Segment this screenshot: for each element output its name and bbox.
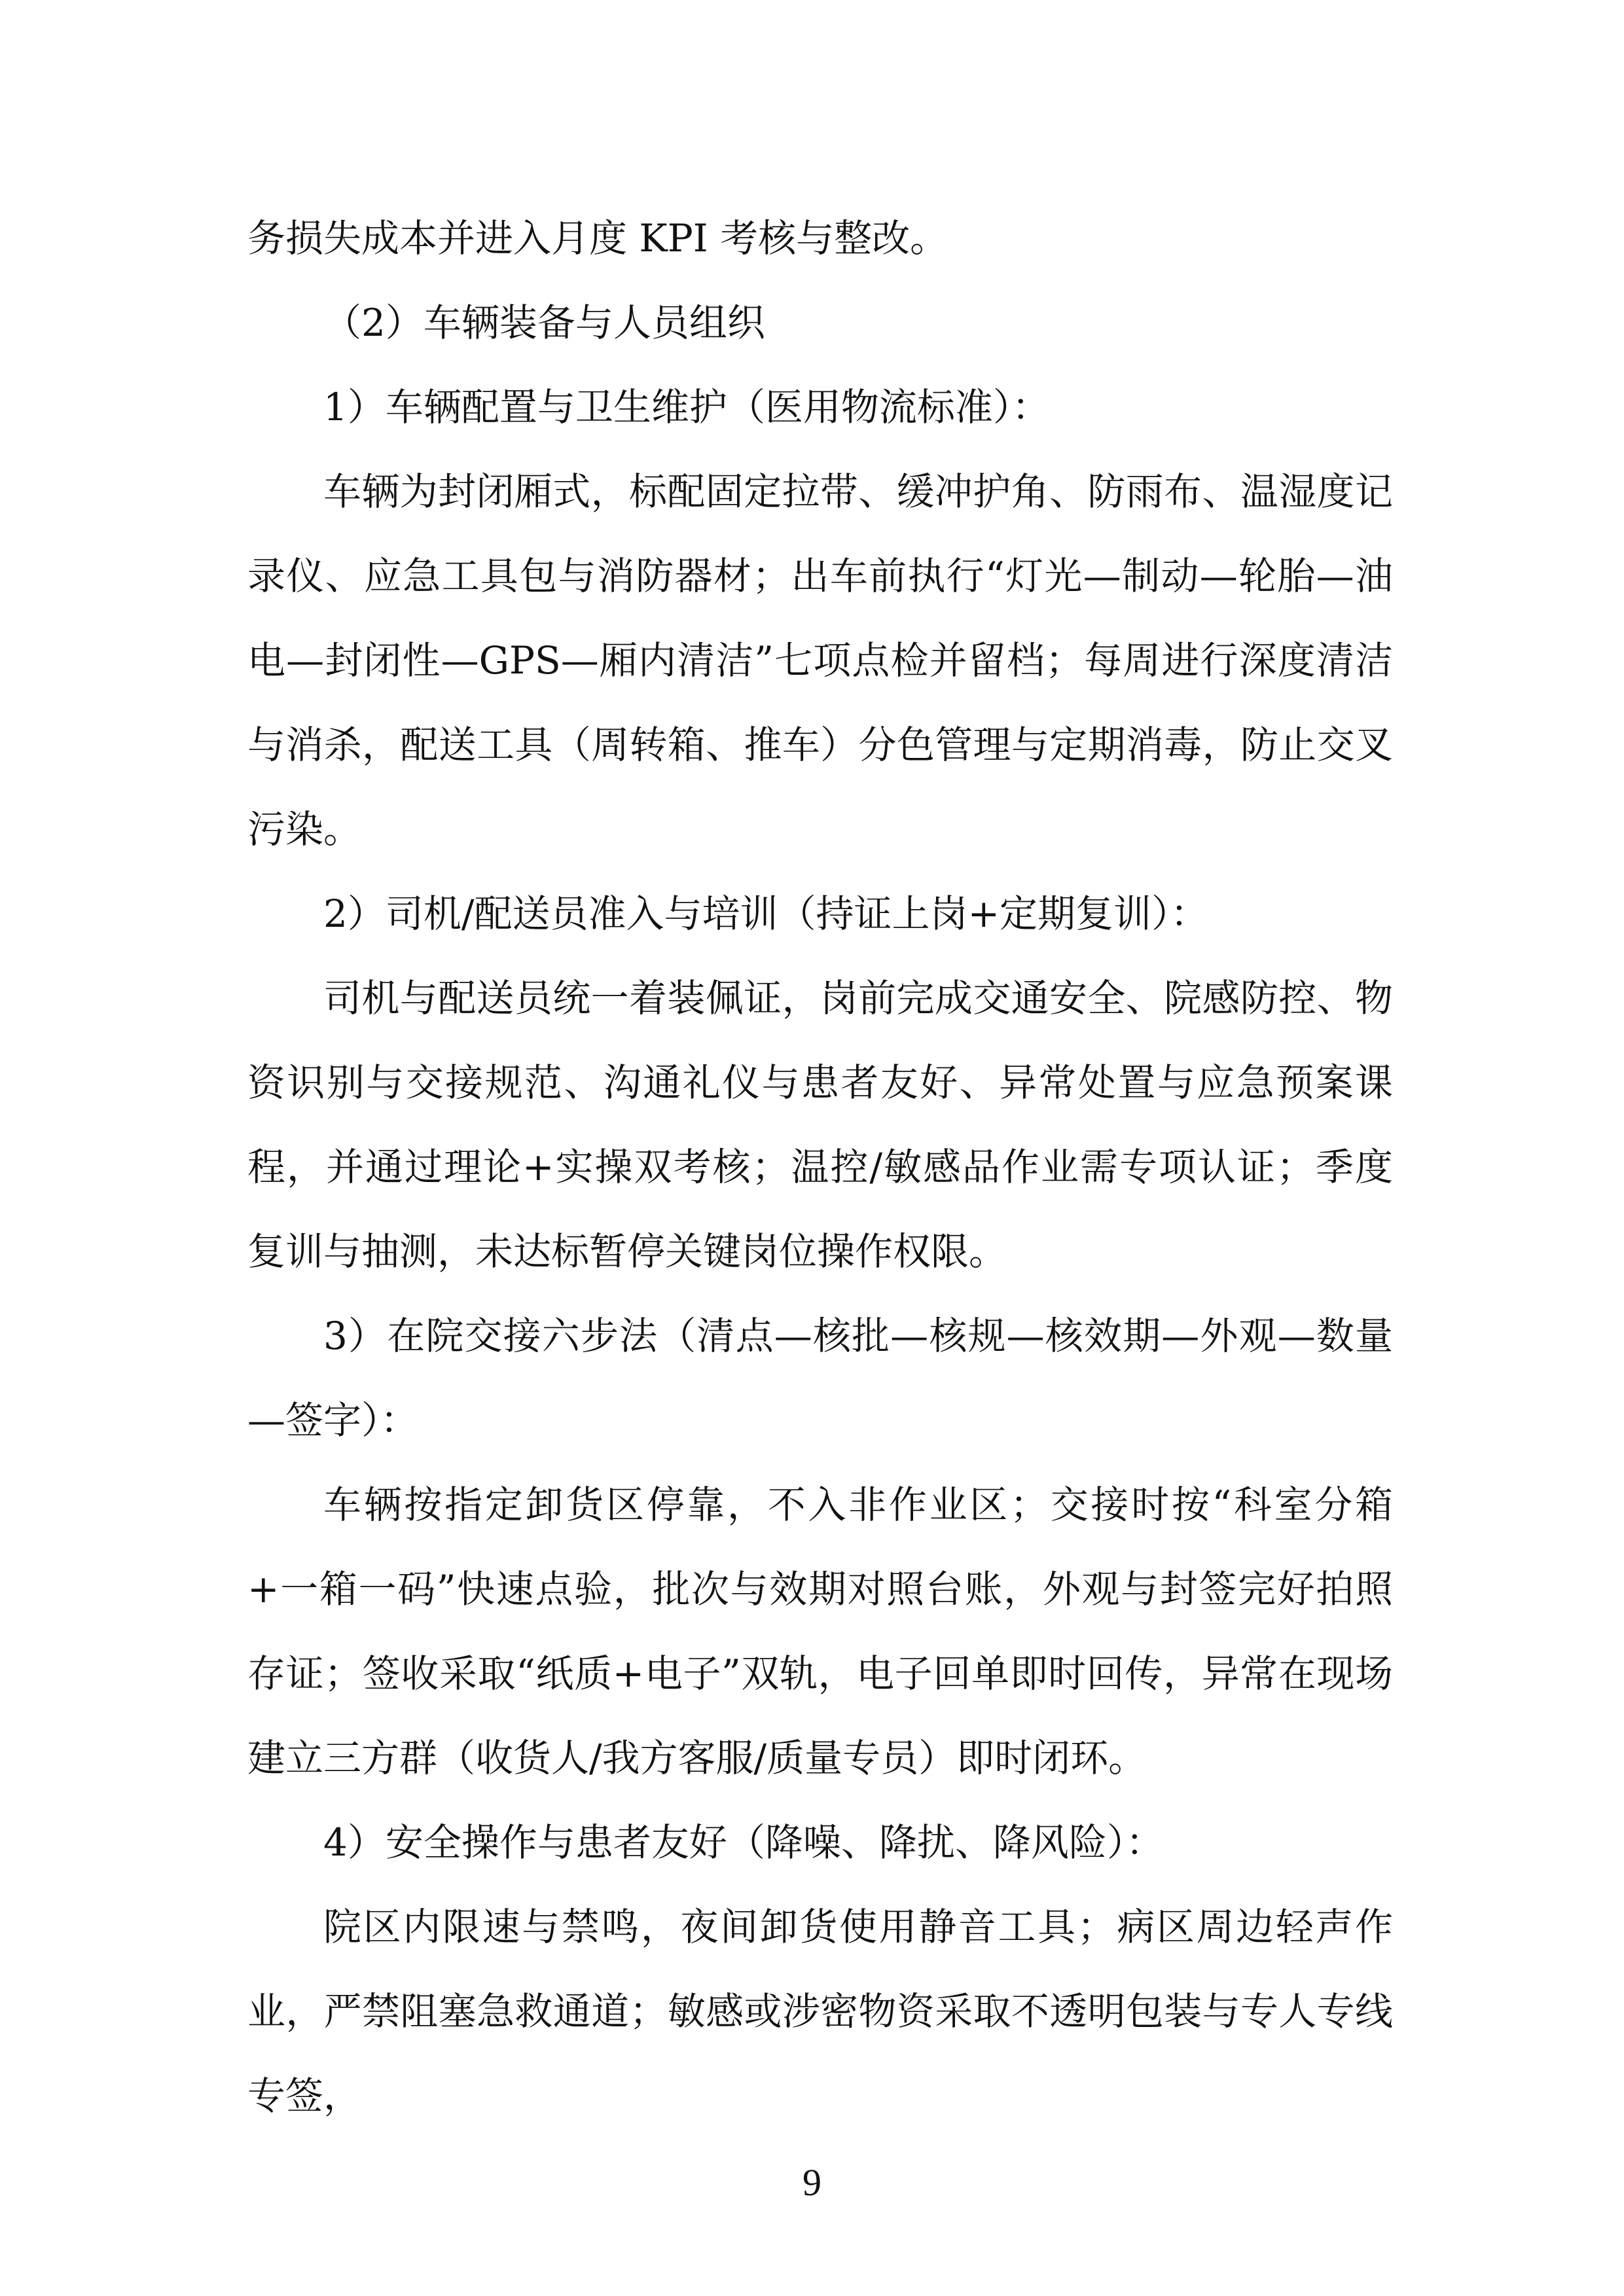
subheading-vehicle-config: 1）车辆配置与卫生维护（医用物流标准）： — [323, 385, 1050, 429]
page-number: 9 — [803, 2161, 821, 2204]
section-heading-vehicle-personnel: （2）车辆装备与人员组织 — [323, 300, 765, 345]
body-text — [247, 196, 1393, 2138]
paragraph-vehicle-config: 车辆为封闭厢式，标配固定拉带、缓冲护角、防雨布、温湿度记录仪、应急工具包与消防器材；出车前执行“灯光—制动—轮胎—油电—封闭性—GPS—厢内清洁”七项点检并留档；每周进行深度清洁与消杀，配送工具（周转箱、推车）分色管理与定期消毒，防止交叉污染。 — [247, 469, 1393, 852]
subheading-safety-operation: 4）安全操作与患者友好（降噪、降扰、降风险）： — [323, 1820, 1164, 1865]
paragraph-continuation: 务损失成本并进入月度 KPI 考核与整改。 — [247, 216, 948, 260]
paragraph-safety-operation: 院区内限速与禁鸣，夜间卸货使用静音工具；病区周边轻声作业，严禁阻塞急救通道；敏感或涉密物资采取不透明包装与专人专线专签， — [247, 1905, 1393, 2118]
subheading-driver-training: 2）司机/配送员准入与培训（持证上岗+定期复训）： — [323, 891, 1209, 936]
paragraph-handover-steps: 车辆按指定卸货区停靠，不入非作业区；交接时按“科室分箱+一箱一码”快速点验，批次与效期对照台账，外观与封签完好拍照存证；签收采取“纸质+电子”双轨，电子回单即时回传，异常在现场建立三方群（收货人/我方客服/质量专员）即时闭环。 — [247, 1482, 1393, 1780]
paragraph-driver-training: 司机与配送员统一着装佩证，岗前完成交通安全、院感防控、物资识别与交接规范、沟通礼仪与患者友好、异常处置与应急预案课程，并通过理论+实操双考核；温控/敏感品作业需专项认证；季度复训与抽测，未达标暂停关键岗位操作权限。 — [247, 976, 1393, 1274]
subheading-handover-steps: 3）在院交接六步法（清点—核批—核规—核效期—外观—数量—签字）： — [247, 1314, 1393, 1443]
